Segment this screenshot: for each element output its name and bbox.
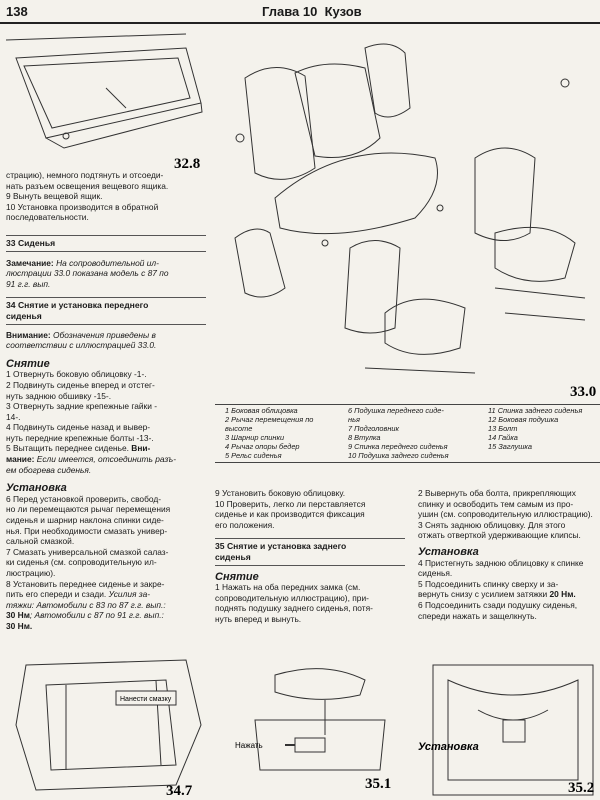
text-line: нуть передние крепежные болты -13-. <box>6 432 154 443</box>
removal-heading: Снятие <box>6 357 50 370</box>
figure-backrest <box>418 660 600 800</box>
section-title: 35 Снятие и установка заднего <box>215 541 347 552</box>
legend-item: 9 Спинка переднего сиденья <box>348 442 448 451</box>
text-line: тяжки: Автомобили с 83 по 87 г.г. вып.: <box>6 599 166 610</box>
torque-value: 30 Нм. <box>6 620 33 631</box>
legend-item: 12 Боковая подушка <box>488 415 559 424</box>
middle-column <box>215 488 405 625</box>
figure-cushion-lock <box>215 660 405 800</box>
legend-item: нья <box>348 415 360 424</box>
text-line: 4 Подвинуть сиденье назад и вывер- <box>6 422 151 433</box>
section-title: 34 Снятие и установка переднего <box>6 300 149 311</box>
text-line: ем обогрева сиденья. <box>6 464 92 475</box>
text-line: ки сиденья (см. сопроводительную ил- <box>6 557 157 568</box>
text-line: пить его спереди и сзади. Усилия за- <box>6 589 151 600</box>
text-line: 1 Нажать на оба передних замка (см. <box>215 582 361 593</box>
text-line: страцию), немного подтянуть и отсоеди- <box>6 170 164 180</box>
text-line: спереди нажать и защелкнуть. <box>418 610 537 621</box>
text-line: отжать отверткой удерживающие клипсы. <box>418 530 581 541</box>
right-column <box>418 488 600 621</box>
chapter-title: Глава 10 Кузов <box>262 4 362 19</box>
text-line: 9 Вынуть вещевой ящик. <box>6 191 103 202</box>
legend-rule-top <box>215 404 600 405</box>
legend-item: высоте <box>225 424 253 433</box>
text-line: 5 Вытащить переднее сиденье. Вни- <box>6 443 151 454</box>
install-heading: Установка <box>6 482 67 495</box>
text-line: люстрации 33.0 показана модель с 87 по <box>6 268 169 279</box>
legend-item: 3 Шарнир спинки <box>225 433 285 442</box>
text-line: 7 Смазать универсальной смазкой салаз- <box>6 546 169 557</box>
text-line: 2 Вывернуть оба болта, прикрепляющих <box>418 488 576 498</box>
section-title: сиденья <box>6 310 42 321</box>
text-line: 14-. <box>6 411 21 422</box>
section-title: 33 Сиденья <box>6 237 56 248</box>
section-33-note: Замечание: На сопроводительной ил- <box>6 257 159 268</box>
text-line: последовательности. <box>6 212 89 223</box>
install-caption: Установка <box>418 741 479 753</box>
text-line: его положения. <box>215 519 275 530</box>
text-line: люстрацию). <box>6 568 56 578</box>
text-line: 2 Подвинуть сиденье вперед и отстег- <box>6 379 155 390</box>
text-line: сиденья и шарнир наклона спинки сиде- <box>6 515 164 526</box>
text-line: поднять подушку заднего сиденья, потя- <box>215 603 373 614</box>
legend-item: 8 Втулка <box>348 433 381 442</box>
section-34-note: Внимание: Обозначения приведены в <box>6 329 156 340</box>
figure-seat-rail <box>6 655 206 800</box>
legend-item: 5 Рельс сиденья <box>225 451 282 460</box>
page-number: 138 <box>6 4 28 19</box>
text-line: но ли перемещаются рычаг перемещения <box>6 504 171 515</box>
text-line: 1 Отвернуть боковую облицовку -1-. <box>6 369 147 380</box>
header-rule <box>0 22 600 24</box>
legend-col-3 <box>488 406 600 451</box>
text-line: сальной смазкой. <box>6 536 75 547</box>
legend-col-2 <box>348 406 478 460</box>
figure-label-35-2: 35.2 <box>568 780 595 796</box>
text-line: 4 Пристегнуть заднюю облицовку к спинке <box>418 557 584 568</box>
section-34 <box>6 297 206 324</box>
section-33 <box>6 235 206 252</box>
text-line: 6 Перед установкой проверить, свобод- <box>6 493 162 504</box>
install-heading: Установка <box>418 545 479 558</box>
text-line: сиденья. <box>418 568 453 579</box>
text-line: мание: Если имеется, отсоединить разъ- <box>6 454 176 465</box>
figure-label-35-1: 35.1 <box>365 776 392 792</box>
figure-seat-exploded <box>215 28 600 403</box>
removal-heading: Снятие <box>215 570 259 583</box>
section-title: сиденья <box>215 551 251 562</box>
text-line: соответствии с иллюстрацией 33.0. <box>6 340 157 351</box>
text-line: 5 Подсоединить спинку сверху и за- <box>418 578 559 589</box>
figure-label-32-8: 32.8 <box>174 156 201 172</box>
text-line: 10 Установка производится в обратной <box>6 201 159 212</box>
text-line: спинку и освободить тем самым из про- <box>418 498 574 509</box>
legend-item: 11 Спинка заднего сиденья <box>488 406 583 415</box>
legend-item: 10 Подушка заднего сиденья <box>348 451 449 460</box>
figure-label-34-7: 34.7 <box>166 783 193 799</box>
legend-item: 4 Рычаг опоры бедер <box>225 442 300 451</box>
grease-callout: Нанести смазку <box>120 696 172 703</box>
legend-item: 6 Подушка переднего сиде- <box>348 406 444 415</box>
text-line: сиденье и как производится фиксация <box>215 509 365 520</box>
torque-line: 30 Нм; Автомобили с 87 по 91 г.г. вып.: <box>6 610 164 621</box>
section-35 <box>215 538 405 565</box>
text-line: ушин (см. сопроводительную иллюстрацию). <box>418 509 593 520</box>
text-line: нуть заднюю обшивку -15-. <box>6 390 112 401</box>
text-line: сопроводительную иллюстрацию), при- <box>215 592 369 603</box>
text-line: 10 Проверить, легко ли перставляется <box>215 498 366 509</box>
figure-label-33-0: 33.0 <box>570 384 597 400</box>
text-line: 3 Снять заднюю облицовку. Для этого <box>418 519 566 530</box>
legend-item: 14 Гайка <box>488 433 518 442</box>
text-line: 8 Установить переднее сиденье и закре- <box>6 578 165 589</box>
legend-item: 1 Боковая облицовка <box>225 406 298 415</box>
text-line: вернуть снизу с усилием затяжки 20 Нм. <box>418 589 576 600</box>
text-line: 3 Отвернуть задние крепежные гайки - <box>6 401 157 412</box>
legend-item: 2 Рычаг перемещения по <box>225 415 314 424</box>
legend-item: 15 Заглушка <box>488 442 532 451</box>
text-line: нуть вперед и вынуть. <box>215 613 302 624</box>
text-line: 6 Подсоединить сзади подушку сиденья, <box>418 599 578 610</box>
legend-item: 13 Болт <box>488 424 518 433</box>
legend-rule-bottom <box>215 462 600 463</box>
text-line: 91 г.г. вып. <box>6 278 51 289</box>
text-line: 9 Установить боковую облицовку. <box>215 488 346 498</box>
left-column <box>6 170 206 632</box>
text-line: нья. При необходимости смазать универ- <box>6 525 168 536</box>
text-line: нать разъем освещения вещевого ящика. <box>6 180 169 191</box>
press-callout: Нажать <box>235 741 263 750</box>
legend-col-1 <box>225 406 345 460</box>
legend-item: 7 Подголовник <box>348 424 400 433</box>
